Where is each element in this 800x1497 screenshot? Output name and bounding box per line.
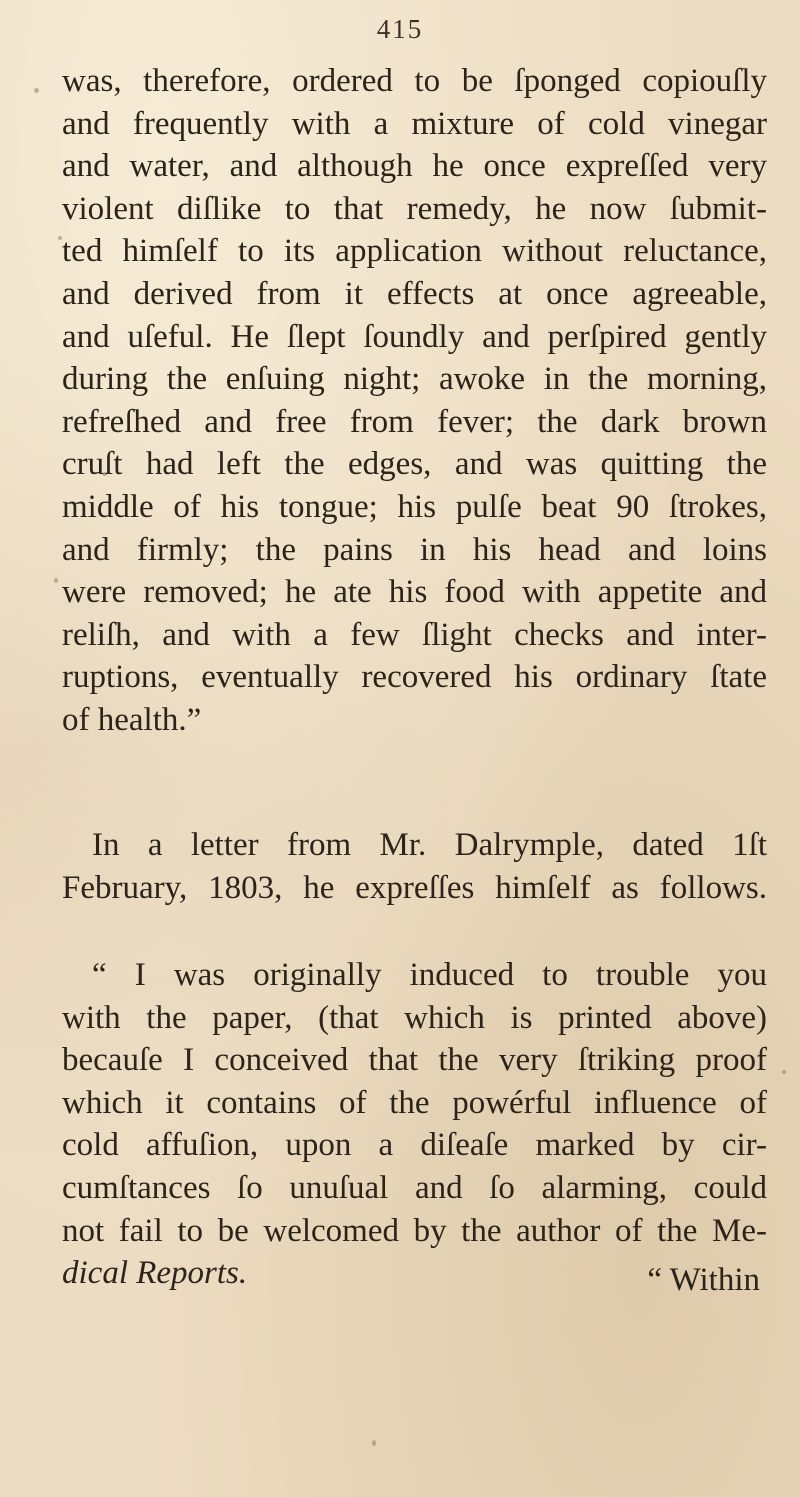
text-line: reliſh, and with a few ſlight checks and inter-	[62, 616, 767, 653]
text-line: violent diſlike to that remedy, he now ſubmit-	[62, 190, 767, 227]
text-line: ruptions, eventually recovered his ordinary ſtate	[62, 659, 767, 696]
text-line: were removed; he ate his food with appetite and	[62, 574, 767, 611]
text-line: which it contains of the powérful influence of	[62, 1084, 767, 1121]
text-line: during the enſuing night; awoke in the morning,	[62, 361, 767, 398]
paragraph-letter-intro-continued	[62, 867, 767, 910]
text-line: ted himſelf to its application without reluctance,	[62, 233, 767, 270]
text-line: and frequently with a mixture of cold vinegar	[62, 105, 767, 142]
text-line: dical Reports.	[62, 1255, 248, 1292]
page-number: 415	[376, 14, 424, 44]
text-line: cruſt had left the edges, and was quitting the	[62, 446, 767, 483]
paragraph-letter-quote	[92, 954, 767, 997]
text-line: cold affuſion, upon a diſeaſe marked by cir-	[62, 1127, 767, 1164]
catchword: “ Within	[647, 1262, 760, 1298]
paragraph-letter-intro	[92, 824, 767, 867]
paragraph-letter-quote-continued	[62, 997, 767, 1295]
text-line: not fail to be welcomed by the author of the Me-	[62, 1212, 767, 1249]
text-line: becauſe I conceived that the very ſtriking proof	[62, 1042, 767, 1079]
text-line: middle of his tongue; his pulſe beat 90 ſtrokes,	[62, 488, 767, 525]
text-line: cumſtances ſo unuſual and ſo alarming, could	[62, 1169, 767, 1206]
paper-speck	[372, 1440, 376, 1446]
paper-speck	[34, 88, 39, 93]
text-line: “ I was originally induced to trouble you	[92, 957, 767, 993]
text-line: was, therefore, ordered to be ſponged copiouſly	[62, 63, 767, 99]
text-line: with the paper, (that which is printed above)	[62, 999, 767, 1036]
text-line: refreſhed and free from fever; the dark brown	[62, 403, 767, 440]
paragraph-quoted-case	[62, 60, 767, 742]
text-line: of health.”	[62, 701, 202, 738]
text-line: and firmly; the pains in his head and loins	[62, 531, 767, 568]
text-line: and derived from it effects at once agreeable,	[62, 275, 767, 312]
paper-speck	[782, 1070, 786, 1074]
text-line: and uſeful. He ſlept ſoundly and perſpired gently	[62, 318, 767, 355]
text-line: February, 1803, he expreſſes himſelf as follows.	[62, 869, 767, 906]
paper-speck	[54, 578, 58, 583]
text-line: and water, and although he once expreſſed very	[62, 148, 767, 185]
text-line: In a letter from Mr. Dalrymple, dated 1ſt	[92, 827, 767, 863]
